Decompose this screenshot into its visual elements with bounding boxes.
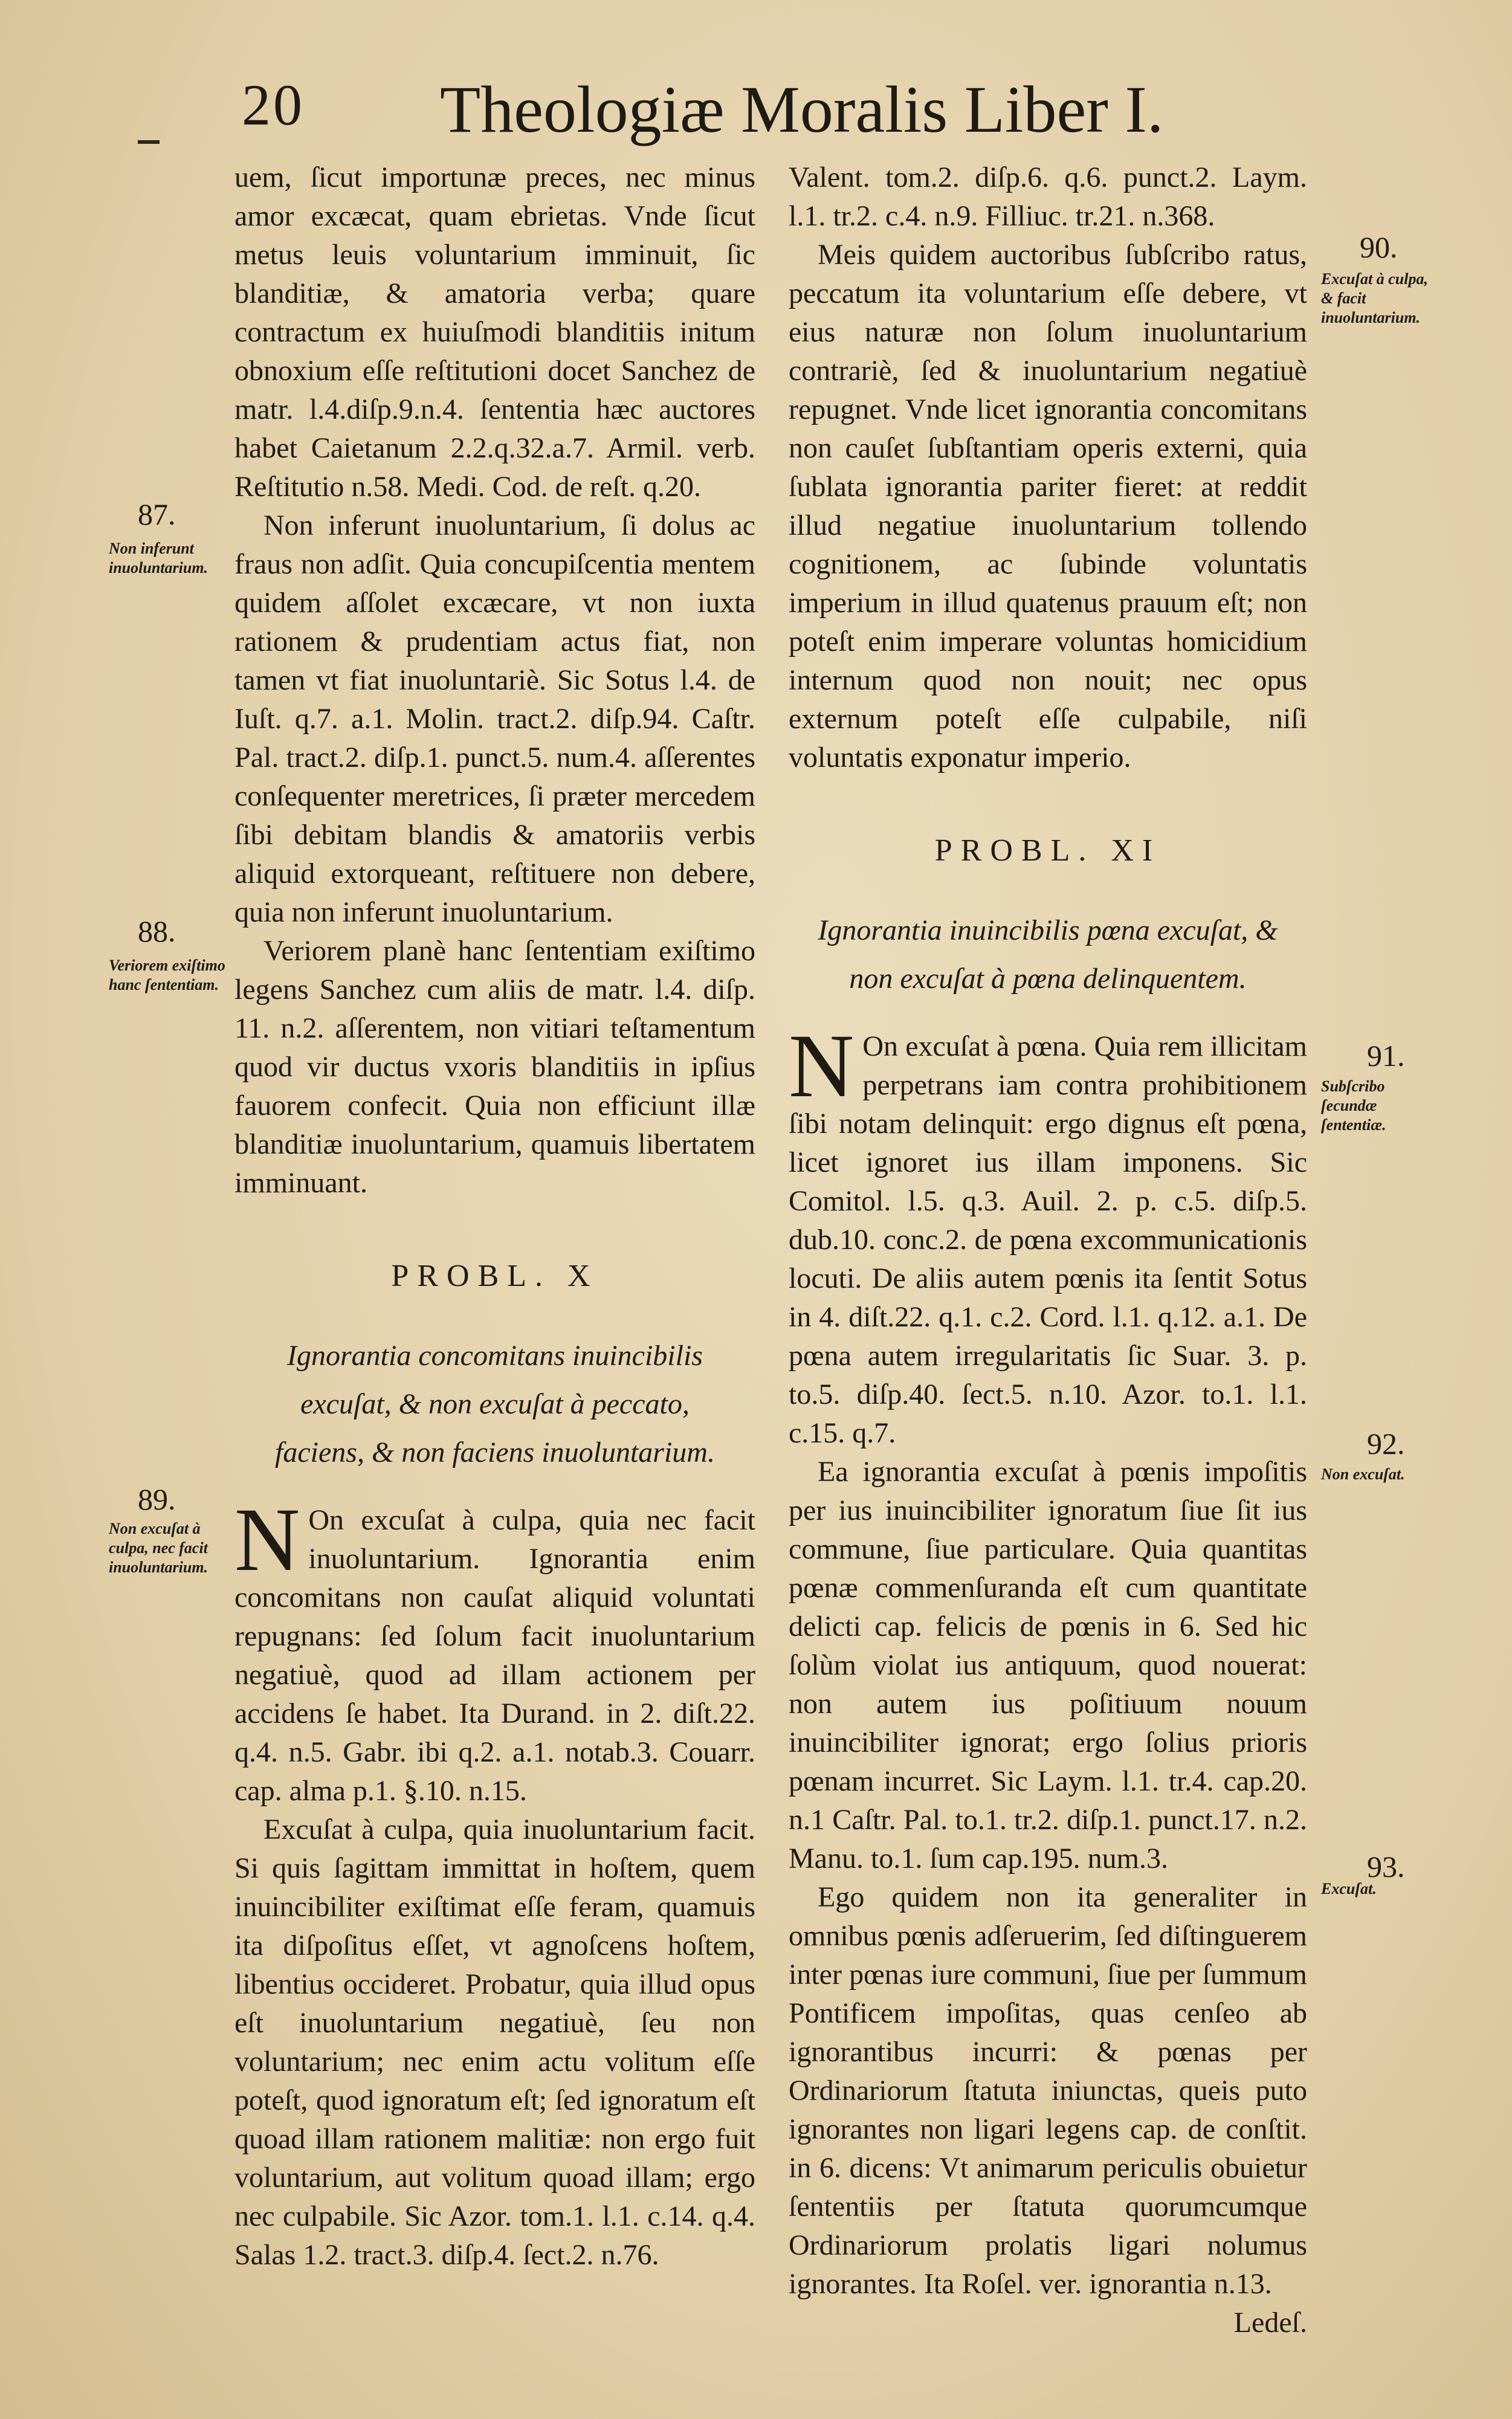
- paragraph-continued: Valent. tom.2. diſp.6. q.6. punct.2. Laym. l.1. tr.2. c.4. n.9. Filliuc. tr.21. n.368.: [789, 161, 1307, 232]
- margin-note-89: Non excuſat à culpa, nec facit inuoluntarium.: [109, 1520, 208, 1576]
- right-column: [789, 158, 1307, 2342]
- paragraph-89: N On excuſat à culpa, quia nec facit inuoluntarium. Ignorantia enim concomitans non cauſat aliquid voluntati repugnans: ſed ſolum facit inuoluntarium negatiuè, quod ad illam actionem per accidens ſe habet. Ita Durand. in 2. diſt.22. q.4. n.5. Gabr. ibi q.2. a.1. notab.3. Couarr. cap. alma p.1. §.10. n.15.: [234, 1490, 755, 1807]
- margin-note-92: Non excuſat.: [1321, 1465, 1405, 1483]
- paragraph-91: N On excuſat à pœna. Quia rem illicitam perpetrans iam contra prohibitionem ſibi notam delinquit: ergo dignus eſt pœna, licet ignoret ius illam imponens. Sic Comitol. l.5. q.3. Auil. 2. p. c.5. diſp.5. dub.10. conc.2. de pœna excommunicationis locuti. De aliis autem pœnis ita ſentit Sotus in 4. diſt.22. q.1. c.2. Cord. l.1. q.12. a.1. De pœna autem irregularitatis ſic Suar. 3. p. to.5. diſp.40. ſect.5. n.10. Azor. to.1. l.1. c.15. q.7.: [789, 1016, 1307, 1449]
- margin-note-93: Excuſat.: [1321, 1880, 1377, 1897]
- margin-number-93: 93.: [1367, 1850, 1405, 1884]
- drop-cap: N: [234, 1490, 300, 1590]
- margin-number-87: 87.: [138, 497, 176, 531]
- page-number: 20: [242, 73, 305, 137]
- margin-note-87: Non inferunt inuoluntarium.: [109, 540, 208, 576]
- paragraph-92: Ea ignorantia excuſat à pœnis impoſitis per ius inuincibiliter ignoratum ſiue ſit ius commune, ſiue particulare. Quia quantitas pœnæ commenſuranda eſt cum quantitate delicti cap. felicis de pœnis in 6. Sed hic ſolùm violat ius antiquum, quod nouerat: non autem ius poſitiuum nouum inuincibiliter ignorat; ergo ſolius prioris pœnam incurret. Sic Laym. l.1. tr.4. cap.20. n.1 Caſtr. Pal. to.1. tr.2. diſp.1. punct.17. n.2. Manu. to.1. ſum cap.195. num.3.: [789, 1456, 1307, 1875]
- paragraph-89b: Excuſat à culpa, quia inuoluntarium facit. Si quis ſagittam immittat in hoſtem, quem inuincibiliter exiſtimat eſſe feram, quamuis ita diſpoſitus eſſet, vt agnoſcens hoſtem, libentius occideret. Probatur, quia illud opus eſt inuoluntarium negatiuè, ſeu non voluntarium; nec enim actu volitum eſſe poteſt, quod ignoratum eſt; ſed ignoratum eſt quoad illam rationem malitiæ: non ergo fuit voluntarium, aut volitum quoad illam; ergo nec culpabile. Sic Azor. tom.1. l.1. c.14. q.4. Salas 1.2. tract.3. diſp.4. ſect.2. n.76.: [234, 1813, 755, 2271]
- paragraph-continued: uem, ſicut importunæ preces, nec minus amor excæcat, quam ebrietas. Vnde ſicut metus leuis voluntarium imminuit, ſic blanditiæ, & amatoria verba; quare contractum ex huiuſmodi blanditiis initum obnoxium eſſe reſtitutioni docet Sanchez de matr. l.4.diſp.9.n.4. ſententia hæc auctores habet Caietanum 2.2.q.32.a.7. Armil. verb. Reſtitutio n.58. Medi. Cod. de reſt. q.20.: [234, 161, 755, 503]
- problem-title-x: Ignorantia concomitans inuincibilis excuſat, & non excuſat à peccato, faciens, & non faciens inuoluntarium.: [275, 1340, 715, 1468]
- paragraph-87: Non inferunt inuoluntarium, ſi dolus ac fraus non adſit. Quia concupiſcentia mentem quidem aſſolet excæcare, vt non iuxta rationem & prudentiam actus fiat, non tamen vt fiat inuoluntariè. Sic Sotus l.4. de Iuſt. q.7. a.1. Molin. tract.2. diſp.94. Caſtr. Pal. tract.2. diſp.1. punct.5. num.4. aſſerentes conſequenter meretrices, ſi præter mercedem ſibi debitam blandis & amatoriis verbis aliquid extorqueant, reſtituere non debere, quia non inferunt inuoluntarium.: [234, 509, 755, 928]
- margin-note-88: Veriorem exiſtimo hanc ſententiam.: [109, 957, 225, 993]
- running-title: Theologiæ Moralis Liber I.: [440, 73, 1164, 146]
- paragraph-88: Veriorem planè hanc ſententiam exiſtimo legens Sanchez cum aliis de matr. l.4. diſp. 11. n.2. aſſerentem, non vitiari teſtamentum quod vir ductus vxoris blanditiis in ipſius fauorem confecit. Quia non efficiunt illæ blanditiæ inuoluntarium, quamuis libertatem imminuant.: [234, 935, 755, 1199]
- margin-number-89: 89.: [138, 1482, 176, 1516]
- catchword: Ledeſ.: [1233, 2307, 1307, 2339]
- margin-number-91: 91.: [1367, 1039, 1405, 1073]
- ink-mark: [138, 140, 160, 144]
- margin-note-90: Excuſat à culpa, & facit inuoluntarium.: [1321, 270, 1428, 326]
- problem-heading-x: PROBL. X: [391, 1259, 599, 1293]
- margin-number-90: 90.: [1360, 230, 1398, 264]
- margin-number-92: 92.: [1367, 1427, 1405, 1461]
- drop-cap: N: [789, 1016, 855, 1116]
- problem-heading-xi: PROBL. XI: [934, 833, 1161, 868]
- problem-title-xi: Ignorantia inuincibilis pœna excuſat, & non excuſat à pœna delinquentem.: [818, 914, 1278, 995]
- paragraph-90: Meis quidem auctoribus ſubſcribo ratus, peccatum ita voluntarium eſſe debere, vt eius naturæ non ſolum inuoluntarium contrariè, ſed & inuoluntarium negatiuè repugnet. Vnde licet ignorantia concomitans non cauſet ſubſtantiam operis externi, quia ſublata ignorantia pariter fieret: at reddit illud negatiue inuoluntarium tollendo cognitionem, ac ſubinde voluntatis imperium in illud quatenus prauum eſt; non poteſt enim imperare voluntas homicidium internum quod non nouit; nec opus externum poteſt eſſe culpabile, niſi voluntatis exponatur imperio.: [789, 239, 1307, 773]
- paragraph-93: Ego quidem non ita generaliter in omnibus pœnis adſeruerim, ſed diſtinguerem inter pœnas iure communi, ſiue per ſummum Pontificem impoſitas, quas cenſeo ab ignorantibus incurri: & pœnas per Ordinariorum ſtatuta iniunctas, queis puto ignorantes non ligari legens cap. de conſtit. in 6. dicens: Vt animarum periculis obuietur ſententiis per ſtatuta quorumcumque Ordinariorum prolatis ligari nolumus ignorantes. Ita Roſel. ver. ignorantia n.13.: [789, 1881, 1307, 2300]
- margin-note-91: Subſcribo ſecundæ ſententiæ.: [1321, 1077, 1386, 1134]
- left-column: [234, 158, 755, 2275]
- margin-number-88: 88.: [138, 914, 176, 948]
